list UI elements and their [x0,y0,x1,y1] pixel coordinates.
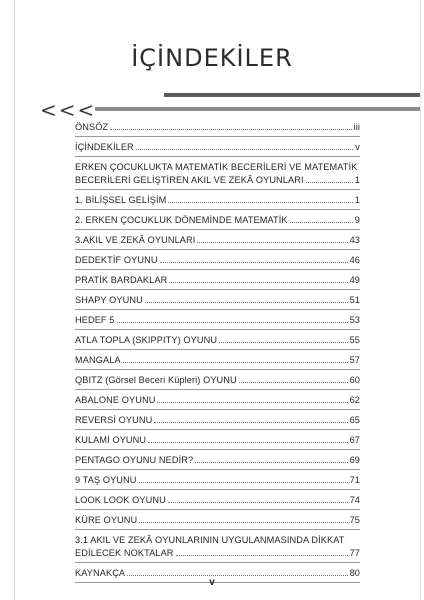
toc-entry-title: 2. ERKEN ÇOCUKLUK DÖNEMİNDE MATEMATİK [75,215,288,225]
toc-entry [75,374,360,394]
toc-entry-title: KÜRE OYUNU [75,515,138,525]
toc-entry [75,354,360,374]
toc-entry-title: REVERSİ OYUNU [75,415,153,425]
toc-entry-page: 74 [349,495,360,505]
footer-page-number: v [209,577,215,588]
dot-leader [160,262,348,263]
toc-entry-title: LOOK LOOK OYUNU [75,495,166,505]
dot-leader [127,575,347,576]
toc-entry-page: 80 [349,568,360,578]
dot-leader [239,382,348,383]
toc-entry-title: ÖNSÖZ [75,122,109,132]
table-of-contents [75,121,360,587]
dot-leader [219,342,347,343]
toc-entry-page: 77 [349,548,360,558]
page-right-edge [420,0,421,600]
dot-leader [197,242,347,243]
dot-leader [169,282,347,283]
toc-entry [75,294,360,314]
toc-entry-title: BECERİLERİ GELİŞTİREN AKIL VE ZEKÂ OYUNLARI [75,175,304,185]
toc-entry-page: 1 [354,195,360,205]
toc-entry-page: 55 [349,335,360,345]
toc-entry [75,194,360,214]
toc-entry-page: 69 [349,455,360,465]
dot-leader [168,502,348,503]
toc-entry [75,334,360,354]
toc-entry-page: 46 [349,255,360,265]
dot-leader [176,555,348,556]
toc-entry [75,254,360,274]
toc-entry-page: 60 [349,375,360,385]
page-title: İÇİNDEKİLER [131,44,293,72]
decorative-bar-bottom [95,107,420,111]
toc-entry-title: KAYNAKÇA [75,568,126,578]
toc-entry-title: 1. BİLİŞSEL GELİŞİM [75,195,167,205]
dot-leader [110,129,351,130]
toc-entry-title: HEDEF 5 [75,315,115,325]
dot-leader [148,442,347,443]
toc-entry [75,394,360,414]
toc-entry-page: 71 [349,475,360,485]
toc-entry-title-line1: ERKEN ÇOCUKLUKTA MATEMATİK BECERİLERİ VE MATEMATİK [75,162,358,172]
toc-entry [75,534,360,567]
toc-entry-title: ABALONE OYUNU [75,395,156,405]
dot-leader [168,202,352,203]
toc-entry-title: İÇİNDEKİLER [75,142,134,152]
toc-entry-title: 9 TAŞ OYUNU [75,475,137,485]
toc-entry-page: 9 [354,215,360,225]
dot-leader [154,422,347,423]
toc-entry [75,121,360,141]
toc-entry [75,434,360,454]
dot-leader [195,462,347,463]
toc-entry [75,454,360,474]
toc-entry-title: QBITZ (Görsel Beceri Küpleri) OYUNU [75,375,237,385]
toc-entry-page: 1 [354,175,360,185]
toc-entry [75,214,360,234]
toc-entry [75,141,360,161]
toc-entry [75,414,360,434]
toc-entry-page: 75 [349,515,360,525]
toc-entry-page: 67 [349,435,360,445]
dot-leader [145,302,348,303]
toc-entry-title: MANGALA [75,355,121,365]
toc-entry-title: 3.AKIL VE ZEKÂ OYUNLARI [75,235,196,245]
page-left-edge [14,0,15,600]
toc-entry [75,161,360,194]
toc-entry [75,314,360,334]
toc-entry-page: 49 [349,275,360,285]
toc-entry [75,274,360,294]
toc-entry [75,234,360,254]
toc-entry-page: v [355,142,360,152]
toc-entry-page: 57 [349,355,360,365]
dot-leader [117,322,348,323]
toc-entry-title: SHAPY OYUNU [75,295,143,305]
dot-leader [290,222,353,223]
toc-entry-page: 65 [349,415,360,425]
dot-leader [139,482,348,483]
toc-entry [75,494,360,514]
toc-entry-page: 43 [349,235,360,245]
decorative-bar-top [164,93,420,97]
toc-entry-page: 53 [349,315,360,325]
toc-entry-page: iii [353,122,360,132]
dot-leader [157,402,347,403]
toc-entry-title: ATLA TOPLA (SKIPPITY) OYUNU [75,335,218,345]
dot-leader [306,182,353,183]
chevrons-icon: <<< [40,98,97,122]
dot-leader [123,362,348,363]
toc-entry [75,514,360,534]
dot-leader [139,522,347,523]
toc-entry-title: DEDEKTİF OYUNU [75,255,158,265]
toc-entry-title: KULAMİ OYUNU [75,435,147,445]
toc-entry-page: 62 [349,395,360,405]
toc-entry-title: PRATİK BARDAKLAR [75,275,168,285]
toc-entry-page: 51 [349,295,360,305]
dot-leader [136,149,354,150]
toc-entry [75,474,360,494]
toc-entry-title-line1: 3.1 AKIL VE ZEKÂ OYUNLARININ UYGULANMASINDA DİKKAT [75,535,345,545]
toc-entry-title: PENTAGO OYUNU NEDİR? [75,455,194,465]
toc-entry-title: EDİLECEK NOKTALAR [75,548,174,558]
